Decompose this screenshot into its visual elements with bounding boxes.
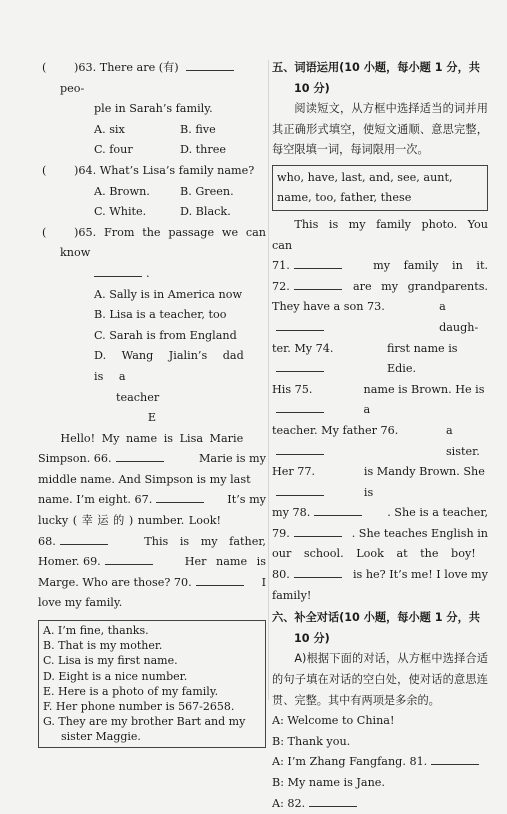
q63-option-b[interactable]: B. five bbox=[180, 122, 216, 136]
passage-line4: They have a son 73. a daugh- bbox=[272, 300, 479, 334]
q64-option-c[interactable]: C. White. bbox=[94, 205, 147, 219]
q65-option-c[interactable]: C. Sarah is from England bbox=[94, 328, 237, 342]
q64-option-d[interactable]: D. Black. bbox=[180, 205, 231, 219]
left-column bbox=[38, 58, 266, 748]
dialog-line-4: B: My name is Jane. bbox=[272, 776, 385, 789]
blank-72[interactable] bbox=[294, 278, 342, 290]
q63-line2: ple in Sarah’s family. bbox=[94, 102, 213, 116]
passage-e-line4: name. I’m eight. 67. It’s my bbox=[38, 493, 266, 507]
dialog-line-1: A: Welcome to China! bbox=[272, 714, 395, 728]
blank-73[interactable] bbox=[276, 319, 324, 331]
dialog-line-2: B: Thank you. bbox=[272, 734, 351, 748]
blank-79[interactable] bbox=[294, 525, 342, 537]
passage-line3: 72. are my grandparents. bbox=[272, 279, 488, 293]
options-box-e bbox=[38, 620, 266, 748]
blank-78[interactable] bbox=[314, 504, 362, 516]
passage-e-line1: Hello! My name is Lisa Marie bbox=[60, 431, 244, 445]
q64-options-row1 bbox=[38, 182, 266, 203]
option-e: E. Here is a photo of my family. bbox=[43, 684, 219, 698]
q65-option-d[interactable]: D. Wang Jialin’s dad is a bbox=[94, 349, 244, 383]
dialog-line-3: A: I’m Zhang Fangfang. 81. bbox=[272, 752, 488, 773]
word-box: who, have, last, and, see, aunt, name, too, father, these bbox=[272, 165, 488, 211]
passage-line12: 80. is he? It’s me! I love my bbox=[272, 568, 488, 582]
blank-69[interactable] bbox=[105, 553, 153, 565]
option-b: B. That is my mother. bbox=[43, 639, 163, 653]
passage-line5: ter. My 74. first name is Edie. bbox=[272, 341, 458, 376]
option-a: A. I’m fine, thanks. bbox=[43, 624, 149, 638]
q64-text: What’s Lisa’s family name? bbox=[99, 163, 255, 177]
q63-text: There are (有) bbox=[99, 61, 179, 74]
dialog bbox=[272, 711, 488, 814]
blank-81[interactable] bbox=[431, 753, 479, 765]
blank-74[interactable] bbox=[276, 360, 324, 372]
q65-blank[interactable] bbox=[94, 265, 142, 277]
passage-e-line2: Simpson. 66. Marie is my bbox=[38, 452, 266, 466]
q65-option-b[interactable]: B. Lisa is a teacher, too bbox=[94, 308, 227, 322]
right-column bbox=[272, 58, 488, 814]
section-5-instructions: 阅读短文，从方框中选择适当的词并用其正确形式填空，使短文通顺、意思完整，每空限填一词，每词限用一次。 bbox=[272, 102, 488, 157]
question-64: ( )64. What’s Lisa’s family name? bbox=[42, 163, 255, 177]
blank-70[interactable] bbox=[196, 574, 244, 586]
passage-line9: my 78. . She is a teacher, bbox=[272, 506, 488, 520]
passage-e-line8: Marge. Who are those? 70. I bbox=[38, 575, 266, 589]
blank-68[interactable] bbox=[60, 533, 108, 545]
section-6-title: 六、补全对话(10 小题，每小题 1 分，共 bbox=[272, 611, 480, 625]
q63-options-row2 bbox=[38, 140, 266, 161]
section-6-title-cont: 10 分) bbox=[294, 631, 330, 645]
option-g-cont: sister Maggie. bbox=[61, 730, 141, 744]
question-65: ( )65. From the passage we can know bbox=[42, 225, 266, 260]
blank-77[interactable] bbox=[276, 484, 324, 496]
passage-line7: teacher. My father 76. a sister. bbox=[272, 423, 480, 458]
passage-line11: our school. Look at the boy! bbox=[272, 547, 476, 561]
q63-option-a[interactable]: A. six bbox=[94, 122, 125, 136]
passage-line2: 71. my family in it. bbox=[272, 259, 488, 273]
section-6-instructions: A)根据下面的对话，从方框中选择合适的句子填在对话的空白处，使对话的意思连贯、完整。其中有两项是多余的。 bbox=[272, 652, 488, 707]
section-5-title: 五、词语运用(10 小题，每小题 1 分，共 bbox=[272, 61, 480, 74]
q63-option-c[interactable]: C. four bbox=[94, 143, 133, 157]
passage-line10: 79. . She teaches English in bbox=[272, 526, 488, 540]
passage-line1: This is my family photo. You can bbox=[272, 217, 488, 252]
q65-option-d-cont: teacher bbox=[116, 390, 160, 404]
q64-option-b[interactable]: B. Green. bbox=[180, 184, 234, 198]
option-f: F. Her phone number is 567-2658. bbox=[43, 700, 235, 714]
blank-80[interactable] bbox=[294, 566, 342, 578]
option-c: C. Lisa is my first name. bbox=[43, 654, 178, 668]
passage-line6: His 75. name is Brown. He is a bbox=[272, 382, 485, 417]
blank-67[interactable] bbox=[156, 491, 204, 503]
column-divider bbox=[268, 60, 269, 700]
q65-line2: . bbox=[38, 264, 266, 285]
passage-line13: family! bbox=[272, 588, 312, 602]
q65-option-a[interactable]: A. Sally is in America now bbox=[94, 287, 243, 301]
passage-e-line5: lucky ( 幸 运 的 ) number. Look! bbox=[38, 514, 221, 528]
blank-82[interactable] bbox=[309, 795, 357, 807]
q63-options-row1 bbox=[38, 120, 266, 141]
q65-text: From the passage we can know bbox=[60, 225, 266, 260]
blank-76[interactable] bbox=[276, 443, 324, 455]
q64-options-row2 bbox=[38, 202, 266, 223]
option-d: D. Eight is a nice number. bbox=[43, 669, 188, 683]
section-5-title-cont: 10 分) bbox=[294, 81, 330, 95]
q63-blank[interactable] bbox=[186, 59, 234, 71]
dialog-line-5: A: 82. bbox=[272, 794, 488, 814]
passage-e-line9: love my family. bbox=[38, 596, 123, 610]
blank-71[interactable] bbox=[294, 257, 342, 269]
option-g: G. They are my brother Bart and my bbox=[43, 715, 246, 729]
passage-e-line3: middle name. And Simpson is my last bbox=[38, 472, 251, 486]
question-63: ( )63. There are (有) peo- bbox=[38, 58, 266, 99]
q63-option-d[interactable]: D. three bbox=[180, 143, 226, 157]
passage-e-line7: Homer. 69. Her name is bbox=[38, 555, 266, 569]
passage-line8: Her 77. is Mandy Brown. She is bbox=[272, 465, 485, 499]
blank-66[interactable] bbox=[116, 450, 164, 462]
blank-75[interactable] bbox=[276, 401, 324, 413]
q64-option-a[interactable]: A. Brown. bbox=[94, 184, 150, 198]
section-e-label: E bbox=[147, 411, 157, 425]
passage-e-line6: 68. This is my father, bbox=[38, 534, 266, 548]
